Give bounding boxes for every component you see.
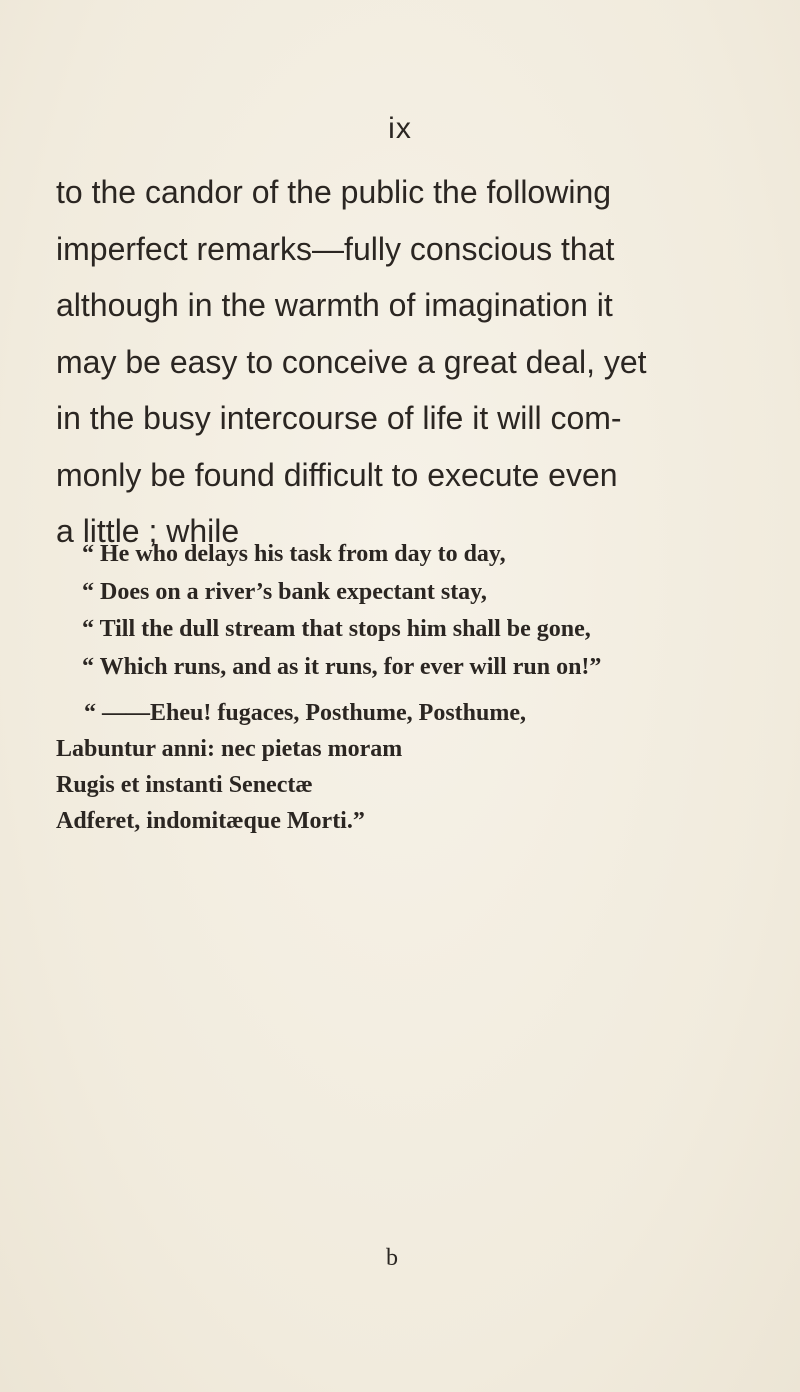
page-number: ix xyxy=(388,112,412,145)
signature-mark: b xyxy=(386,1245,398,1271)
verse-line: “ Which runs, and as it runs, for ever will run on!” xyxy=(82,653,602,680)
english-verse-quotation xyxy=(82,536,762,686)
prose-line: to the candor of the public the following xyxy=(56,174,612,210)
prose-line: monly be found difficult to execute even xyxy=(56,456,618,493)
prose-line: a little ; while xyxy=(56,513,240,549)
verse-line: “ He who delays his task from day to day, xyxy=(82,541,506,567)
verse-line: Labuntur anni: nec pietas moram xyxy=(56,736,403,762)
prose-line: imperfect remarks—fully conscious that xyxy=(56,230,615,267)
prose-line: in the busy intercourse of life it will com- xyxy=(56,400,622,436)
verse-line: Rugis et instanti Senectæ xyxy=(56,772,313,798)
verse-line: “ Does on a river’s bank expectant stay, xyxy=(82,578,487,605)
prose-paragraph xyxy=(56,164,756,560)
verse-line: “ Till the dull stream that stops him shall be gone, xyxy=(82,616,591,642)
latin-verse-quotation xyxy=(56,695,756,839)
verse-line: “ ——Eheu! fugaces, Posthume, Posthume, xyxy=(84,700,526,726)
verse-line: Adferet, indomitæque Morti.” xyxy=(56,808,365,834)
prose-line: may be easy to conceive a great deal, yet xyxy=(56,343,647,380)
prose-line: although in the warmth of imagination it xyxy=(56,287,613,323)
